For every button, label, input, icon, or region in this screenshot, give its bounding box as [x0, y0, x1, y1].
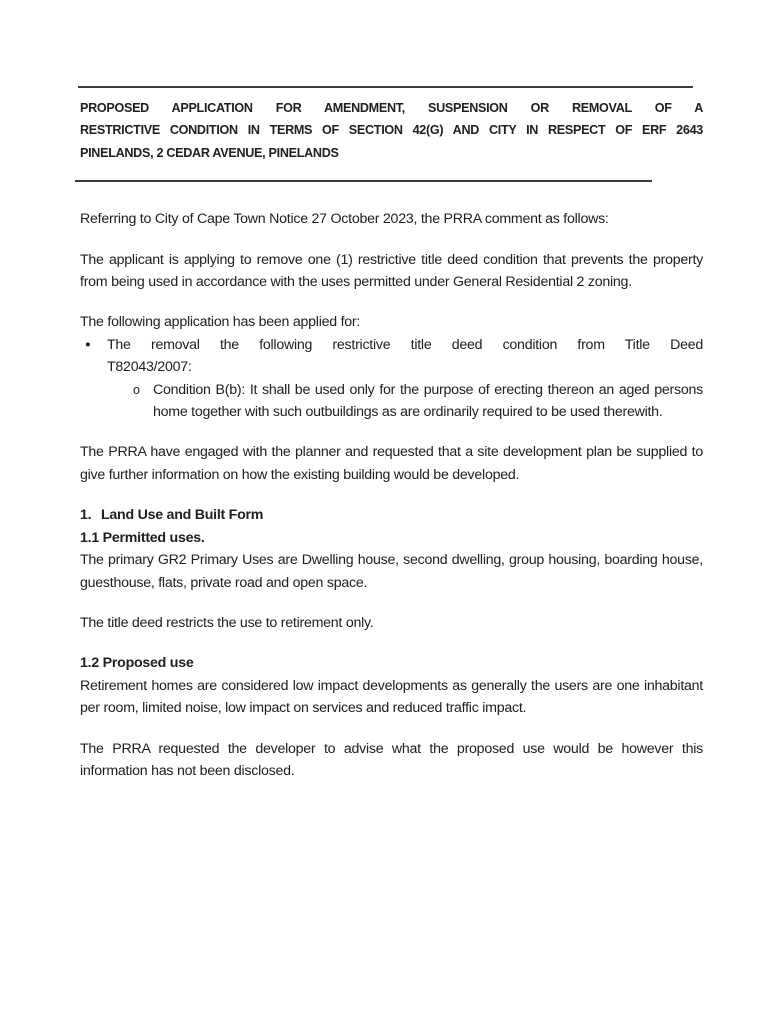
low-impact-paragraph: Retirement homes are considered low impact developments as generally the users are one inhabitant per room, limited noise, low impact on services and reduced traffic impact.: [80, 677, 703, 717]
section-1-1-heading: 1.1 Permitted uses.: [80, 529, 205, 546]
document-title-line-1: PROPOSED APPLICATION FOR AMENDMENT, SUSPENSION OR REMOVAL OF A: [80, 101, 703, 115]
title-divider-rule: [75, 180, 652, 182]
document-title-line-2: RESTRICTIVE CONDITION IN TERMS OF SECTION 42(G) AND CITY IN RESPECT OF ERF 2643: [80, 123, 703, 138]
section-1-heading: [80, 504, 703, 526]
document-title-line-3: PINELANDS, 2 CEDAR AVENUE, PINELANDS: [80, 145, 339, 160]
section-1-2-heading: 1.2 Proposed use: [80, 655, 194, 672]
section-1-number: 1.: [80, 507, 92, 524]
bullet-icon: ●: [85, 338, 91, 350]
list-item-line-2: T82043/2007:: [107, 359, 192, 376]
list-item-line-1: The removal the following restrictive title deed condition from Title Deed: [107, 336, 703, 353]
applicant-paragraph: The applicant is applying to remove one (1) restrictive title deed condition that prevents the property from being used in accordance with the uses permitted under General Residential 2 zoning.: [80, 251, 703, 291]
not-disclosed-paragraph: The PRRA requested the developer to advise what the proposed use would be however this information has not been disclosed.: [80, 740, 703, 779]
top-rule: [78, 86, 693, 88]
prra-engaged-paragraph: The PRRA have engaged with the planner and requested that a site development plan be supplied to give further information on how the existing building would be developed.: [80, 444, 703, 483]
circle-bullet-icon: o: [133, 382, 140, 397]
list-item-title-deed-removal: [80, 334, 703, 379]
permitted-uses-paragraph: The primary GR2 Primary Uses are Dwelling house, second dwelling, group housing, boarding house, guesthouse, flats, private road and open space.: [80, 552, 703, 591]
sub-list-item-text: Condition B(b): It shall be used only for the purpose of erecting thereon an aged persons home together with such outbuildings as are ordinarily required to be used therewith.: [153, 381, 703, 421]
document-title: [80, 97, 703, 164]
intro-paragraph: Referring to City of Cape Town Notice 27 October 2023, the PRRA comment as follows:: [80, 211, 609, 228]
application-lead-paragraph: The following application has been applied for:: [80, 314, 361, 331]
list-item-condition-bb: [80, 379, 703, 424]
title-deed-restriction-paragraph: The title deed restricts the use to retirement only.: [80, 614, 374, 631]
section-1-title: Land Use and Built Form: [101, 507, 264, 524]
